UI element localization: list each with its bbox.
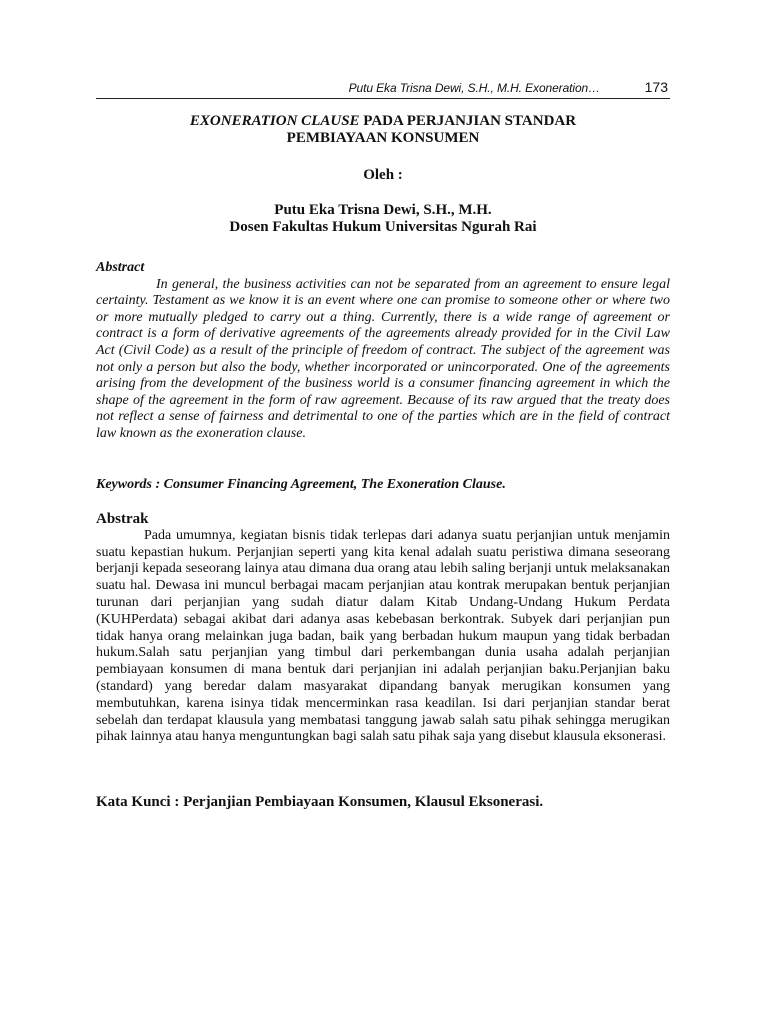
article-title: [96, 113, 670, 147]
keywords-english: Keywords : Consumer Financing Agreement, The Exoneration Clause.: [96, 477, 506, 492]
article-title-rest: PADA PERJANJIAN STANDAR: [359, 113, 577, 129]
page-number: 173: [644, 79, 668, 95]
by-label: Oleh :: [363, 167, 403, 183]
abstract-indonesian-body: Pada umumnya, kegiatan bisnis tidak terlepas dari adanya suatu perjanjian untuk menjamin suatu kepastian hukum. Perjanjian seperti yang kita kenal adalah suatu peristiwa dimana seseorang berjanji kepada seseorang lainya atau dimana dua orang atau lebih saling berjanji untuk melaksanakan suatu hal. Dewasa ini muncul berbagai macam perjanjian atau kontrak merupakan bentuk perjanjian turunan dari perjanjian yang sudah diatur dalam Kitab Undang-Undang Hukum Perdata (KUHPerdata) sebagai akibat dari adanya asas kebebasan berkontrak. Subyek dari perjanjian pun tidak hanya orang melainkan juga badan, baik yang berbadan hukum maupun yang tidak berbadan hukum.Salah satu perjanjian yang timbul dari perkembangan dunia usaha adalah perjanjian pembiayaan konsumen di mana bentuk dari perjanjian ini adalah perjanjian baku.Perjanjian baku (standard) yang beredar dalam masyarakat dipandang banyak merugikan konsumen yang membutuhkan, karena isinya tidak mencerminkan rasa keadilan. Isi dari perjanjian standar berat sebelah dan terdapat klausula yang membatasi tanggung jawab salah satu pihak sehingga merugikan pihak lainnya atau hanya menguntungkan bagi salah satu pihak saja yang disebut klausula eksonerasi.: [96, 527, 670, 745]
abstract-english-heading: Abstract: [96, 260, 145, 275]
abstract-english-body: In general, the business activities can not be separated from an agreement to ensure legal certainty. Testament as we know it is an event where one can promise to someone other or where two or more mutually pledged to carry out a thing. Currently, there is a wide range of agreement or contract is a form of derivative agreements of the agreements already provided for in the Civil Law Act (Civil Code) as a result of the principle of freedom of contract. The subject of the agreement was not only a person but also the body, whether incorporated or unincorporated. One of the agreements arising from the development of the business world is a consumer financing agreement in which the shape of the agreement in the form of raw agreement. Because of its raw argued that the treaty does not reflect a sense of fairness and detrimental to one of the parties which are in the field of contract law known as the exoneration clause.: [96, 276, 670, 441]
article-title-line-2: PEMBIAYAAN KONSUMEN: [286, 130, 480, 146]
abstract-indonesian-heading: Abstrak: [96, 511, 149, 527]
abstract-indonesian: [96, 511, 670, 746]
article-title-line-1: [96, 113, 670, 130]
author-name: Putu Eka Trisna Dewi, S.H., M.H.: [274, 202, 492, 218]
article-title-italic: EXONERATION CLAUSE: [189, 113, 360, 129]
author-block: [96, 202, 670, 236]
keywords-indonesian: Kata Kunci : Perjanjian Pembiayaan Konsumen, Klausul Eksonerasi.: [96, 794, 544, 810]
author-affiliation: Dosen Fakultas Hukum Universitas Ngurah Rai: [229, 219, 537, 235]
running-header: [96, 78, 670, 99]
abstract-english: [96, 260, 670, 443]
running-header-text: Putu Eka Trisna Dewi, S.H., M.H. Exoneration…: [348, 81, 600, 95]
